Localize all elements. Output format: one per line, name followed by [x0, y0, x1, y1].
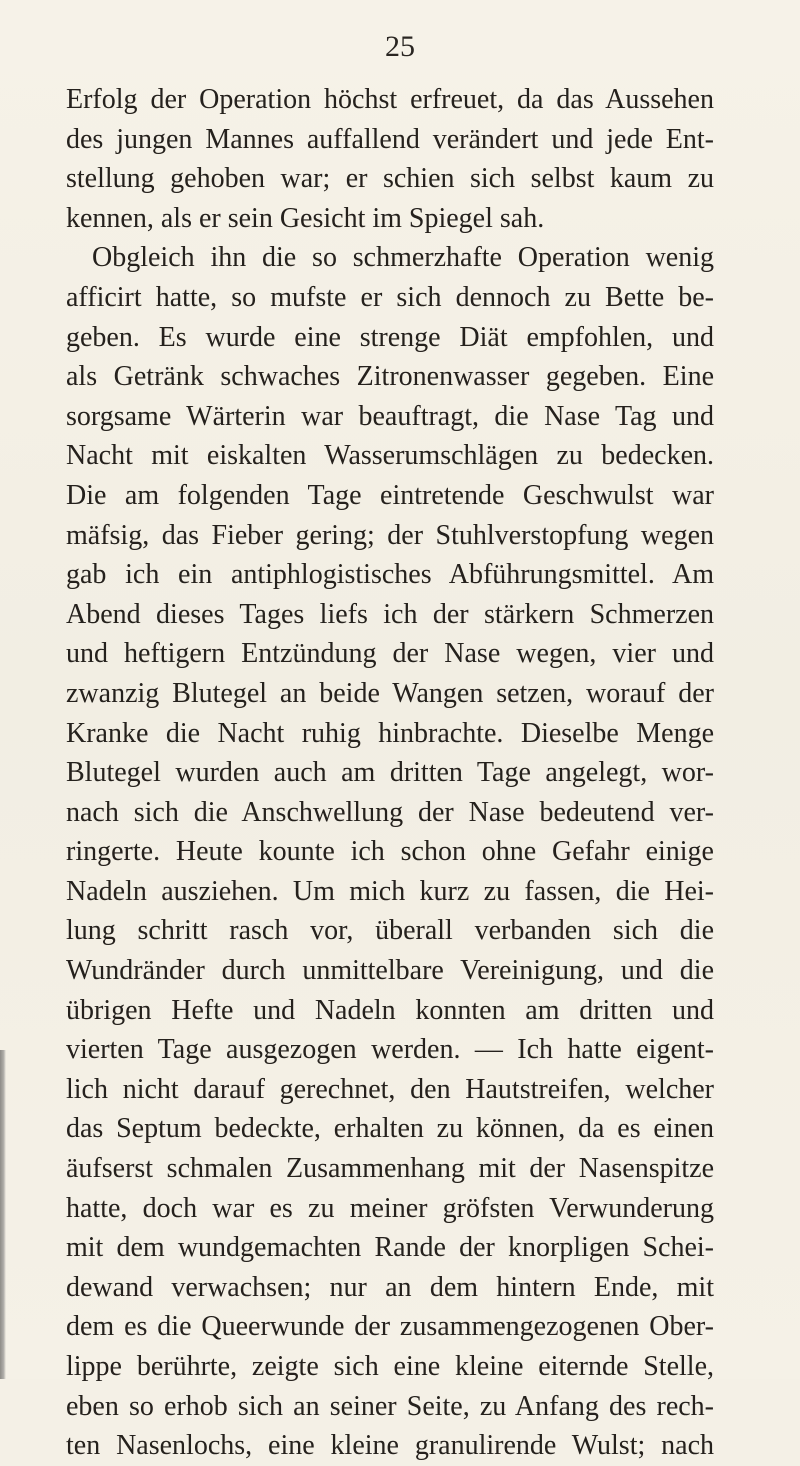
text-line: Nacht mit eiskalten Wasserumschlägen zu bedecken.	[66, 440, 714, 472]
text-line: und heftigern Entzündung der Nase wegen, vier und	[66, 638, 714, 670]
text-line: Wundränder durch unmittelbare Vereinigung, und die	[66, 955, 714, 987]
text-line: Nadeln ausziehen. Um mich kurz zu fassen, die Hei-	[66, 875, 714, 907]
text-line: äufserst schmalen Zusammenhang mit der Nasenspitze	[66, 1153, 714, 1185]
body-text	[66, 80, 714, 1466]
text-line: sorgsame Wärterin war beauftragt, die Nase Tag und	[66, 400, 714, 432]
text-line: das Septum bedeckte, erhalten zu können, da es einen	[66, 1113, 714, 1145]
text-line: ringerte. Heute kounte ich schon ohne Gefahr einige	[66, 836, 714, 868]
page-number: 25	[385, 30, 415, 63]
text-line: afficirt hatte, so mufste er sich dennoch zu Bette be-	[66, 281, 714, 313]
text-line: dem es die Queerwunde der zusammengezogenen Ober-	[66, 1311, 714, 1343]
text-line: lippe berührte, zeigte sich eine kleine eiternde Stelle,	[66, 1351, 714, 1382]
text-line: des jungen Mannes auffallend verändert und jede Ent-	[66, 123, 714, 155]
text-line: hatte, doch war es zu meiner gröfsten Verwunderung	[66, 1192, 714, 1224]
text-line: Erfolg der Operation höchst erfreuet, da das Aussehen	[66, 84, 714, 115]
text-line: kennen, als er sein Gesicht im Spiegel sah.	[66, 202, 545, 234]
page-edge-shadow	[0, 1050, 6, 1379]
text-line: Obgleich ihn die so schmerzhafte Operation wenig	[92, 242, 714, 274]
text-line: übrigen Hefte und Nadeln konnten am dritten und	[66, 994, 714, 1026]
text-line: geben. Es wurde eine strenge Diät empfohlen, und	[66, 321, 714, 353]
text-line: als Getränk schwaches Zitronenwasser gegeben. Eine	[66, 361, 714, 393]
text-line: Kranke die Nacht ruhig hinbrachte. Dieselbe Menge	[66, 717, 714, 749]
text-line: gab ich ein antiphlogistisches Abführungsmittel. Am	[66, 559, 714, 591]
text-line: ten Nasenlochs, eine kleine granulirende Wulst; nach	[66, 1430, 714, 1462]
text-line: dewand verwachsen; nur an dem hintern Ende, mit	[66, 1271, 714, 1303]
text-line: lung schritt rasch vor, überall verbanden sich die	[66, 915, 714, 947]
text-line: mit dem wundgemachten Rande der knorpligen Schei-	[66, 1232, 714, 1264]
text-line: nach sich die Anschwellung der Nase bedeutend ver-	[66, 796, 714, 828]
text-line: Abend dieses Tages liefs ich der stärkern Schmerzen	[66, 598, 714, 630]
text-line: stellung gehoben war; er schien sich selbst kaum zu	[66, 163, 714, 195]
text-line: eben so erhob sich an seiner Seite, zu Anfang des rech-	[66, 1390, 714, 1422]
text-line: lich nicht darauf gerechnet, den Hautstreifen, welcher	[66, 1073, 714, 1105]
text-line: zwanzig Blutegel an beide Wangen setzen, worauf der	[66, 677, 714, 709]
text-line: Die am folgenden Tage eintretende Geschwulst war	[66, 479, 714, 511]
text-line: vierten Tage ausgezogen werden. — Ich hatte eigent-	[66, 1034, 714, 1066]
text-line: Blutegel wurden auch am dritten Tage angelegt, wor-	[66, 757, 714, 789]
text-line: mäfsig, das Fieber gering; der Stuhlverstopfung wegen	[66, 519, 714, 551]
